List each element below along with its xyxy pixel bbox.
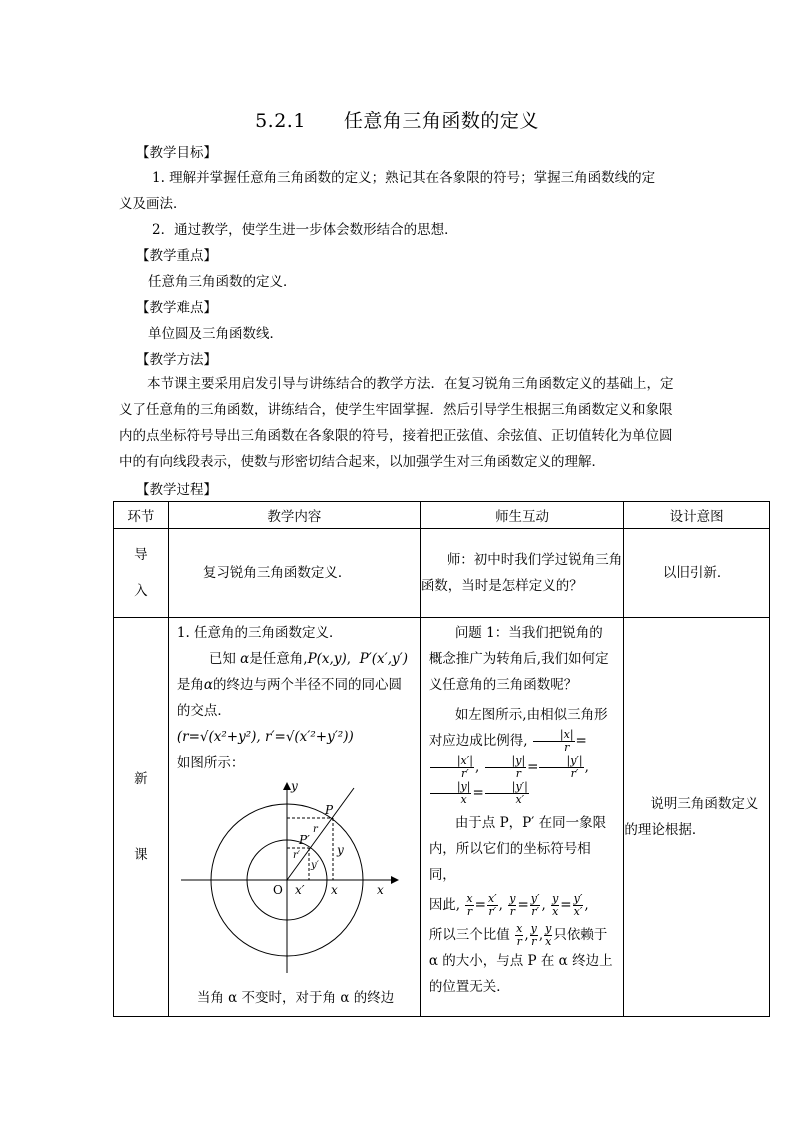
same-quadrant: 由于点 P，P′ 在同一象限内，所以它们的坐标符号相同， — [428, 815, 607, 883]
question-1: 问题 1：当我们把锐角的概念推广为转角后,我们如何定义任意角的三角函数呢？ — [428, 625, 609, 693]
intent-intro: 以旧引新． — [624, 529, 770, 618]
alpha-symbol-2: α — [203, 677, 213, 693]
stage-new — [114, 618, 169, 1017]
therefore-text: 因此, — [428, 897, 461, 913]
def-a: 已知 — [208, 651, 241, 667]
therefore-ratios: 因此, $\frac{x}{r}$ = $\frac{x'}{r'}$ , $\frac{y}{r}$ = $\frac{y'}{r'}$ , $\frac{y}{x}$ = $\frac{y'}{x'}$ , — [428, 892, 589, 918]
def-d: 是角 — [176, 677, 204, 693]
process-table — [113, 501, 770, 1017]
def-b: 是任意角, — [249, 651, 308, 667]
stage-intro-char-1: 导 — [134, 547, 148, 563]
difficult-text: 单位圆及三角函数线． — [148, 326, 283, 342]
label-y: y — [336, 843, 344, 857]
conclusion-b: 只依赖于 — [553, 927, 608, 943]
title-text: 任意角三角函数的定义 — [343, 110, 539, 132]
table-row — [114, 529, 770, 618]
interaction-new — [420, 618, 624, 1017]
label-x-axis: x — [376, 883, 384, 897]
radius-formula: (r=√(x²+y²), r′=√(x′²+y′²)) — [176, 729, 354, 745]
interaction-intro: 师：初中时我们学过锐角三角函数，当时是怎样定义的？ — [420, 529, 624, 618]
label-r: r — [312, 824, 318, 835]
intent-new: 说明三角函数定义的理论根据． — [624, 618, 770, 1017]
figure-caption: 如图所示： — [176, 755, 245, 771]
header-intent: 设计意图 — [624, 502, 770, 529]
section-number: 5.2.1 — [255, 110, 306, 132]
key-text: 任意角三角函数的定义． — [148, 274, 297, 290]
label-x: x — [330, 883, 338, 897]
def-c: y′) — [392, 651, 408, 667]
label-origin: O — [272, 883, 283, 897]
concentric-circle-figure — [179, 778, 409, 983]
header-stage: 环节 — [114, 502, 169, 529]
content-intro: 复习锐角三角函数定义． — [168, 529, 420, 618]
key-heading: 【教学重点】 — [136, 248, 217, 264]
conclusion-a: 所以三个比值 — [428, 927, 510, 943]
conclusion: 所以三个比值 $\frac{x}{r}$ , $\frac{y}{r}$ , $\frac{y}{x}$ 只依赖于α 的大小，与点 P 在 α 终边上的位置无关． — [428, 922, 613, 995]
goal-2: 2．通过教学，使学生进一步体会数形结合的思想． — [152, 222, 458, 238]
method-text: 本节课主要采用启发引导与讲练结合的教学方法．在复习锐角三角函数定义的基础上，定义了任意角的三角函数，讲练结合，使学生牢固掌握．然后引导学生根据三角函数定义和象限内的点坐标符号导出三角函数在各象限的符号，接着把正弦值、余弦值、正切值转化为单位圆中的有向线段表示，使数与形密切结合起来，以加强学生对三角函数定义的理解． — [119, 376, 674, 470]
content-new-bottom: 当角 α 不变时，对于角 α 的终边 — [196, 990, 395, 1006]
similar-triangles: 如左图所示,由相似三角形对应边成比例得, $\frac{|x|}{r}$ = $\frac{|x'|}{r'}$ , $\frac{|y|}{r}$ = $\frac{|y'|}{r'}$ , $\frac{|y|}{x}$ = $\frac{|y'|}{x'}$ — [428, 707, 608, 806]
x-arrow-icon — [391, 876, 399, 884]
content-new — [168, 618, 420, 1017]
similar-text: 如左图所示,由相似三角形对应边成比例得, — [428, 707, 608, 749]
stage-intro — [114, 529, 169, 618]
goal-heading: 【教学目标】 — [136, 145, 217, 161]
header-content: 教学内容 — [168, 502, 420, 529]
content-new-def — [177, 646, 412, 724]
conclusion-c: α 的大小，与点 P 在 α 终边上的位置无关． — [428, 953, 613, 995]
label-x-prime: x′ — [294, 883, 305, 897]
method-heading: 【教学方法】 — [136, 352, 217, 368]
difficult-heading: 【教学难点】 — [136, 300, 217, 316]
point-p: P(x,y) — [307, 651, 347, 667]
label-r-prime: r′ — [292, 850, 300, 861]
stage-new-char-1: 新 — [134, 771, 148, 787]
def-comma: , — [346, 651, 352, 667]
table-header — [114, 502, 770, 529]
y-arrow-icon — [283, 782, 291, 790]
header-interaction: 师生互动 — [420, 502, 624, 529]
alpha-symbol: α — [240, 651, 250, 667]
table-row — [114, 618, 770, 1017]
label-y-prime: y′ — [310, 860, 319, 871]
stage-new-char-2: 课 — [134, 847, 148, 863]
label-p: P — [324, 803, 333, 817]
terminal-side — [287, 788, 354, 880]
goal-1-line-a: 1. 理解并掌握任意角三角函数的定义；熟记其在各象限的符号；掌握三角函数线的定 — [152, 170, 656, 186]
goal-1-line-b: 义及画法． — [119, 196, 187, 212]
process-heading: 【教学过程】 — [136, 482, 217, 498]
page-title — [0, 106, 794, 133]
def-e: 的终边与两个半径不同的同心圆的交点． — [176, 677, 402, 719]
content-new-title: 1. 任意角的三角函数定义． — [176, 625, 343, 641]
stage-intro-char-2: 入 — [134, 583, 148, 599]
label-p-prime: P′ — [298, 833, 310, 847]
label-y-axis: y — [290, 779, 298, 793]
point-p-prime: P′(x′, — [359, 651, 393, 667]
